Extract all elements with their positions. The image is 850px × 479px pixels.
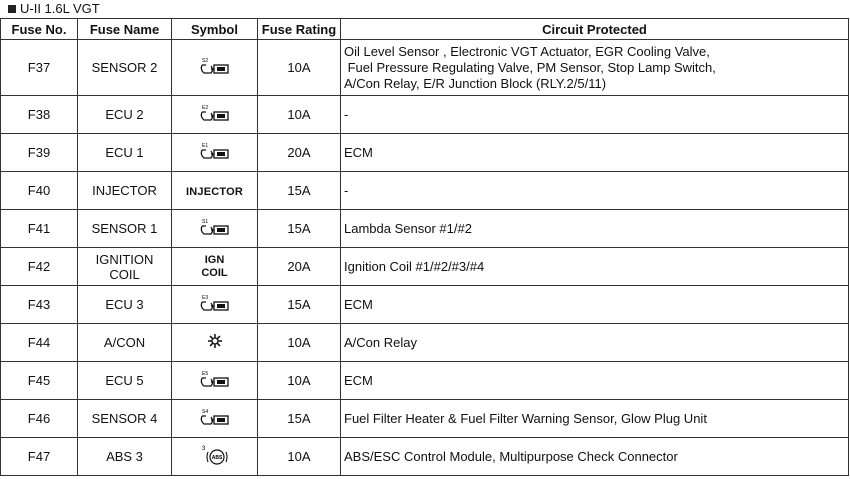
fuse-symbol — [172, 248, 258, 286]
table-row — [1, 172, 849, 210]
table-body — [1, 40, 849, 476]
circuit-line: Oil Level Sensor , Electronic VGT Actuator, EGR Cooling Valve, — [344, 43, 710, 59]
ecu-engine-icon — [198, 103, 232, 126]
fuse-rating: 15A — [258, 286, 341, 324]
fuse-name: ECU 2 — [78, 96, 172, 134]
svg-text:S2: S2 — [201, 58, 208, 64]
circuit-line: Fuel Filter Heater & Fuel Filter Warning Sensor, Glow Plug Unit — [344, 410, 707, 426]
fuse-name: ECU 1 — [78, 134, 172, 172]
circuit-line: ECM — [344, 372, 373, 388]
circuit-line: ECM — [344, 296, 373, 312]
fuse-rating: 15A — [258, 210, 341, 248]
table-row — [1, 400, 849, 438]
table-row — [1, 362, 849, 400]
fuse-name: INJECTOR — [78, 172, 172, 210]
abs-icon — [200, 444, 230, 469]
fuse-rating: 10A — [258, 96, 341, 134]
svg-text:E5: E5 — [201, 371, 208, 377]
svg-text:E2: E2 — [201, 105, 208, 111]
fuse-rating: 20A — [258, 248, 341, 286]
header-fuse-no: Fuse No. — [1, 19, 78, 40]
circuit-line: - — [344, 182, 349, 198]
table-row — [1, 134, 849, 172]
circuit-protected — [341, 286, 849, 324]
fuse-number: F44 — [1, 324, 78, 362]
svg-text:ABS: ABS — [211, 455, 222, 461]
circuit-line: ECM — [344, 144, 373, 160]
circuit-protected — [341, 96, 849, 134]
symbol-text — [201, 254, 227, 280]
table-row — [1, 210, 849, 248]
fuse-name: SENSOR 4 — [78, 400, 172, 438]
fuse-name-line: IGNITION — [95, 251, 154, 267]
fuse-rating: 10A — [258, 324, 341, 362]
circuit-line: Lambda Sensor #1/#2 — [344, 220, 472, 236]
fuse-number: F43 — [1, 286, 78, 324]
table-row — [1, 324, 849, 362]
circuit-protected — [341, 40, 849, 96]
header-fuse-name: Fuse Name — [78, 19, 172, 40]
header-symbol: Symbol — [172, 19, 258, 40]
circuit-line: A/Con Relay — [344, 334, 417, 350]
symbol-text-line: COIL — [201, 266, 228, 279]
sensor-engine-icon — [198, 56, 232, 79]
sensor-engine-icon — [198, 217, 232, 240]
fuse-name: SENSOR 1 — [78, 210, 172, 248]
svg-text:E3: E3 — [201, 295, 208, 301]
svg-text:E1: E1 — [201, 143, 208, 149]
header-row — [1, 19, 849, 40]
circuit-line: ABS/ESC Control Module, Multipurpose Check Connector — [344, 448, 678, 464]
circuit-protected — [341, 210, 849, 248]
fuse-rating: 10A — [258, 362, 341, 400]
fuse-symbol — [172, 96, 258, 134]
circuit-line: A/Con Relay, E/R Junction Block (RLY.2/5/11) — [344, 75, 607, 91]
ecu-engine-icon — [198, 293, 232, 316]
fuse-symbol — [172, 362, 258, 400]
svg-text:S4: S4 — [201, 409, 208, 415]
ecu-engine-icon — [198, 369, 232, 392]
fuse-symbol — [172, 286, 258, 324]
fuse-symbol — [172, 134, 258, 172]
header-fuse-rating: Fuse Rating — [258, 19, 341, 40]
table-row — [1, 40, 849, 96]
circuit-protected — [341, 362, 849, 400]
fuse-number: F47 — [1, 438, 78, 476]
svg-text:3: 3 — [201, 446, 205, 452]
svg-text:S1: S1 — [201, 219, 208, 225]
circuit-protected — [341, 248, 849, 286]
circuit-protected — [341, 172, 849, 210]
fuse-name — [78, 248, 172, 286]
table-row — [1, 286, 849, 324]
fuse-rating: 15A — [258, 400, 341, 438]
snowflake-icon — [206, 332, 224, 353]
fuse-name-line: COIL — [109, 266, 140, 282]
table-row — [1, 96, 849, 134]
fuse-symbol — [172, 400, 258, 438]
fuse-symbol — [172, 172, 258, 210]
fuse-symbol — [172, 210, 258, 248]
fuse-number: F45 — [1, 362, 78, 400]
circuit-protected — [341, 324, 849, 362]
table-row — [1, 438, 849, 476]
fuse-number: F37 — [1, 40, 78, 96]
circuit-line: - — [344, 106, 349, 122]
fuse-rating: 20A — [258, 134, 341, 172]
circuit-protected — [341, 134, 849, 172]
fuse-rating: 10A — [258, 438, 341, 476]
fuse-number: F40 — [1, 172, 78, 210]
fuse-table — [0, 18, 849, 476]
symbol-text: INJECTOR — [185, 186, 244, 198]
fuse-symbol — [172, 40, 258, 96]
header-circuit-protected: Circuit Protected — [341, 19, 849, 40]
fuse-rating: 15A — [258, 172, 341, 210]
symbol-text-line: IGN — [204, 253, 225, 266]
fuse-number: F42 — [1, 248, 78, 286]
circuit-line: Fuel Pressure Regulating Valve, PM Sensor, Stop Lamp Switch, — [344, 59, 716, 75]
circuit-protected — [341, 438, 849, 476]
fuse-number: F41 — [1, 210, 78, 248]
page-title — [8, 0, 100, 18]
fuse-name: A/CON — [78, 324, 172, 362]
title-text: U-II 1.6L VGT — [20, 1, 100, 16]
circuit-protected — [341, 400, 849, 438]
fuse-name: ECU 5 — [78, 362, 172, 400]
fuse-number: F46 — [1, 400, 78, 438]
fuse-number: F39 — [1, 134, 78, 172]
fuse-rating: 10A — [258, 40, 341, 96]
fuse-number: F38 — [1, 96, 78, 134]
square-bullet-icon — [8, 5, 16, 13]
fuse-name: ABS 3 — [78, 438, 172, 476]
ecu-engine-icon — [198, 141, 232, 164]
circuit-line: Ignition Coil #1/#2/#3/#4 — [344, 258, 485, 274]
sensor-engine-icon — [198, 407, 232, 430]
fuse-symbol — [172, 438, 258, 476]
fuse-name: SENSOR 2 — [78, 40, 172, 96]
fuse-symbol — [172, 324, 258, 362]
table-row — [1, 248, 849, 286]
fuse-name: ECU 3 — [78, 286, 172, 324]
